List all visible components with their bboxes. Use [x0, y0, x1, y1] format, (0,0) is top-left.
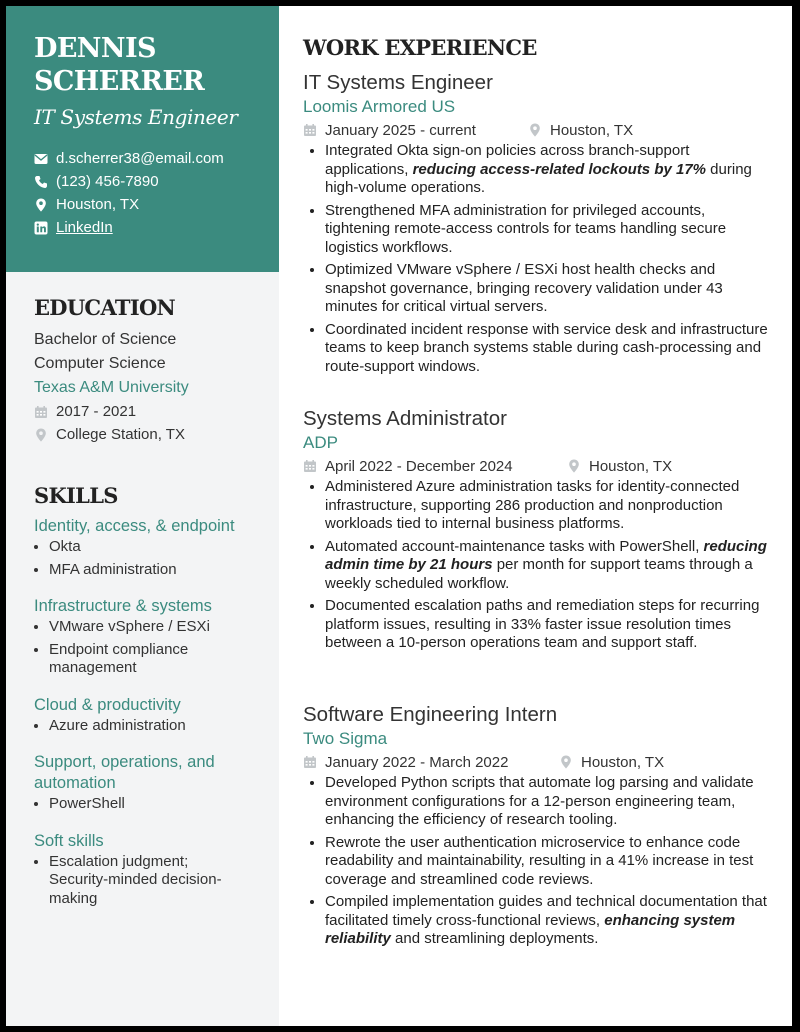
envelope-icon	[34, 152, 48, 166]
education-location	[34, 423, 270, 446]
job-company: Two Sigma	[303, 729, 388, 748]
location-text: Houston, TX	[56, 196, 140, 213]
job-location	[528, 122, 633, 139]
skill-group	[34, 695, 270, 736]
skill-category: Soft skills	[34, 831, 104, 850]
map-pin-icon	[34, 428, 48, 442]
job-bullet: • Documented escalation paths and remediation steps for recurring platform issues, resulting in 33% faster issue resolution times between a 10-person operations team and support staff.	[325, 597, 773, 653]
job-title: Software Engineering Intern	[303, 703, 558, 726]
contact-linkedin[interactable]	[34, 216, 279, 239]
skill-item: • Okta	[49, 538, 270, 557]
skill-item: • Azure administration	[49, 717, 270, 736]
job-bullet: • Coordinated incident response with service desk and infrastructure teams to keep branch systems stable during cash-processing and route-support windows.	[325, 321, 773, 377]
skill-category: Support, operations, and automation	[34, 753, 215, 792]
degree: Bachelor of Science	[34, 331, 177, 348]
skill-group	[34, 516, 270, 579]
job-bullet: • Rewrote the user authentication microservice to enhance code readability and maintainability, resulting in a 41% increase in test coverage and streamlined code reviews.	[325, 834, 773, 890]
major: Computer Science	[34, 355, 166, 372]
skills-section	[34, 483, 270, 912]
job-meta	[303, 454, 773, 478]
calendar-icon	[303, 459, 317, 473]
map-pin-icon	[34, 198, 48, 212]
job-title: IT Systems Engineer	[303, 71, 493, 94]
map-pin-icon	[559, 755, 573, 769]
job-entry	[303, 702, 773, 953]
education-section	[34, 295, 270, 446]
phone-text: (123) 456-7890	[56, 173, 159, 190]
skill-item: • VMware vSphere / ESXi	[49, 618, 270, 637]
work-title: WORK EXPERIENCE	[303, 35, 537, 60]
school: Texas A&M University	[34, 379, 189, 396]
candidate-role: IT Systems Engineer	[34, 105, 238, 129]
linkedin-icon	[34, 221, 48, 235]
map-pin-icon	[567, 459, 581, 473]
job-meta	[303, 118, 773, 142]
education-title: EDUCATION	[34, 295, 176, 320]
job-bullet: • Administered Azure administration tasks for identity-connected infrastructure, supporting 286 production and nonproduction workloads tied to internal business platforms.	[325, 478, 773, 534]
job-bullet: • Automated account-maintenance tasks with PowerShell, reducing admin time by 21 hours per month for support teams through a weekly scheduled workflow.	[325, 538, 773, 594]
skill-item: • Endpoint compliance management	[49, 641, 219, 678]
education-location-text: College Station, TX	[56, 426, 185, 443]
job-title: Systems Administrator	[303, 407, 507, 430]
linkedin-link[interactable]: LinkedIn	[56, 219, 113, 236]
name-last: SCHERRER	[34, 66, 205, 97]
job-bullet: • Optimized VMware vSphere / ESXi host health checks and snapshot governance, bringing recovery validation under 43 minutes for critical virtual servers.	[325, 261, 773, 317]
job-bullets	[303, 478, 773, 653]
skill-group	[34, 752, 270, 814]
education-dates-text: 2017 - 2021	[56, 403, 137, 420]
skill-item: • Escalation judgment; Security-minded decision-making	[49, 853, 239, 909]
job-location-text: Houston, TX	[550, 121, 634, 139]
skill-item: • MFA administration	[49, 561, 270, 580]
phone-icon	[34, 175, 48, 189]
calendar-icon	[34, 405, 48, 419]
skills-title: SKILLS	[34, 483, 118, 508]
job-location-text: Houston, TX	[589, 457, 673, 475]
sidebar	[6, 6, 279, 1026]
skill-group	[34, 596, 270, 678]
job-dates: April 2022 - December 2024	[325, 457, 513, 475]
job-meta	[303, 750, 773, 774]
skill-category: Cloud & productivity	[34, 695, 181, 714]
job-dates: January 2022 - March 2022	[325, 753, 509, 771]
skill-category: Infrastructure & systems	[34, 597, 212, 615]
job-entry	[303, 70, 773, 380]
job-bullets	[303, 774, 773, 949]
calendar-icon	[303, 123, 317, 137]
candidate-name	[34, 32, 279, 98]
job-entry	[303, 406, 773, 657]
job-company: ADP	[303, 433, 338, 452]
job-dates: January 2025 - current	[325, 121, 476, 139]
resume-page	[6, 6, 792, 1026]
skill-item: • PowerShell	[49, 795, 270, 814]
name-first: DENNIS	[34, 33, 156, 64]
job-location-text: Houston, TX	[581, 753, 665, 771]
job-company: Loomis Armored US	[303, 97, 456, 116]
skill-group	[34, 831, 270, 909]
education-dates	[34, 400, 270, 423]
email-text: d.scherrer38@email.com	[56, 150, 224, 167]
calendar-icon	[303, 755, 317, 769]
skill-category: Identity, access, & endpoint	[34, 517, 235, 535]
contact-list	[34, 147, 279, 239]
job-bullet: • Compiled implementation guides and technical documentation that facilitated timely cross-functional reviews, enhancing system reliability and streamlining deployments.	[325, 893, 773, 949]
job-bullet: • Integrated Okta sign-on policies across branch-support applications, reducing access-related lockouts by 17% during high-volume operations.	[325, 142, 773, 198]
job-location	[567, 458, 672, 475]
contact-phone[interactable]	[34, 170, 279, 193]
job-location	[559, 754, 664, 771]
contact-email[interactable]	[34, 147, 279, 170]
job-bullet: • Strengthened MFA administration for privileged accounts, tightening remote-access controls for teams handling secure logistics workflows.	[325, 202, 773, 258]
map-pin-icon	[528, 123, 542, 137]
contact-location	[34, 193, 279, 216]
header-block	[6, 6, 279, 272]
job-bullet: • Developed Python scripts that automate log parsing and validate environment configurations for a 12-person engineering team, enhancing the efficiency of research tooling.	[325, 774, 773, 830]
job-bullets	[303, 142, 773, 376]
